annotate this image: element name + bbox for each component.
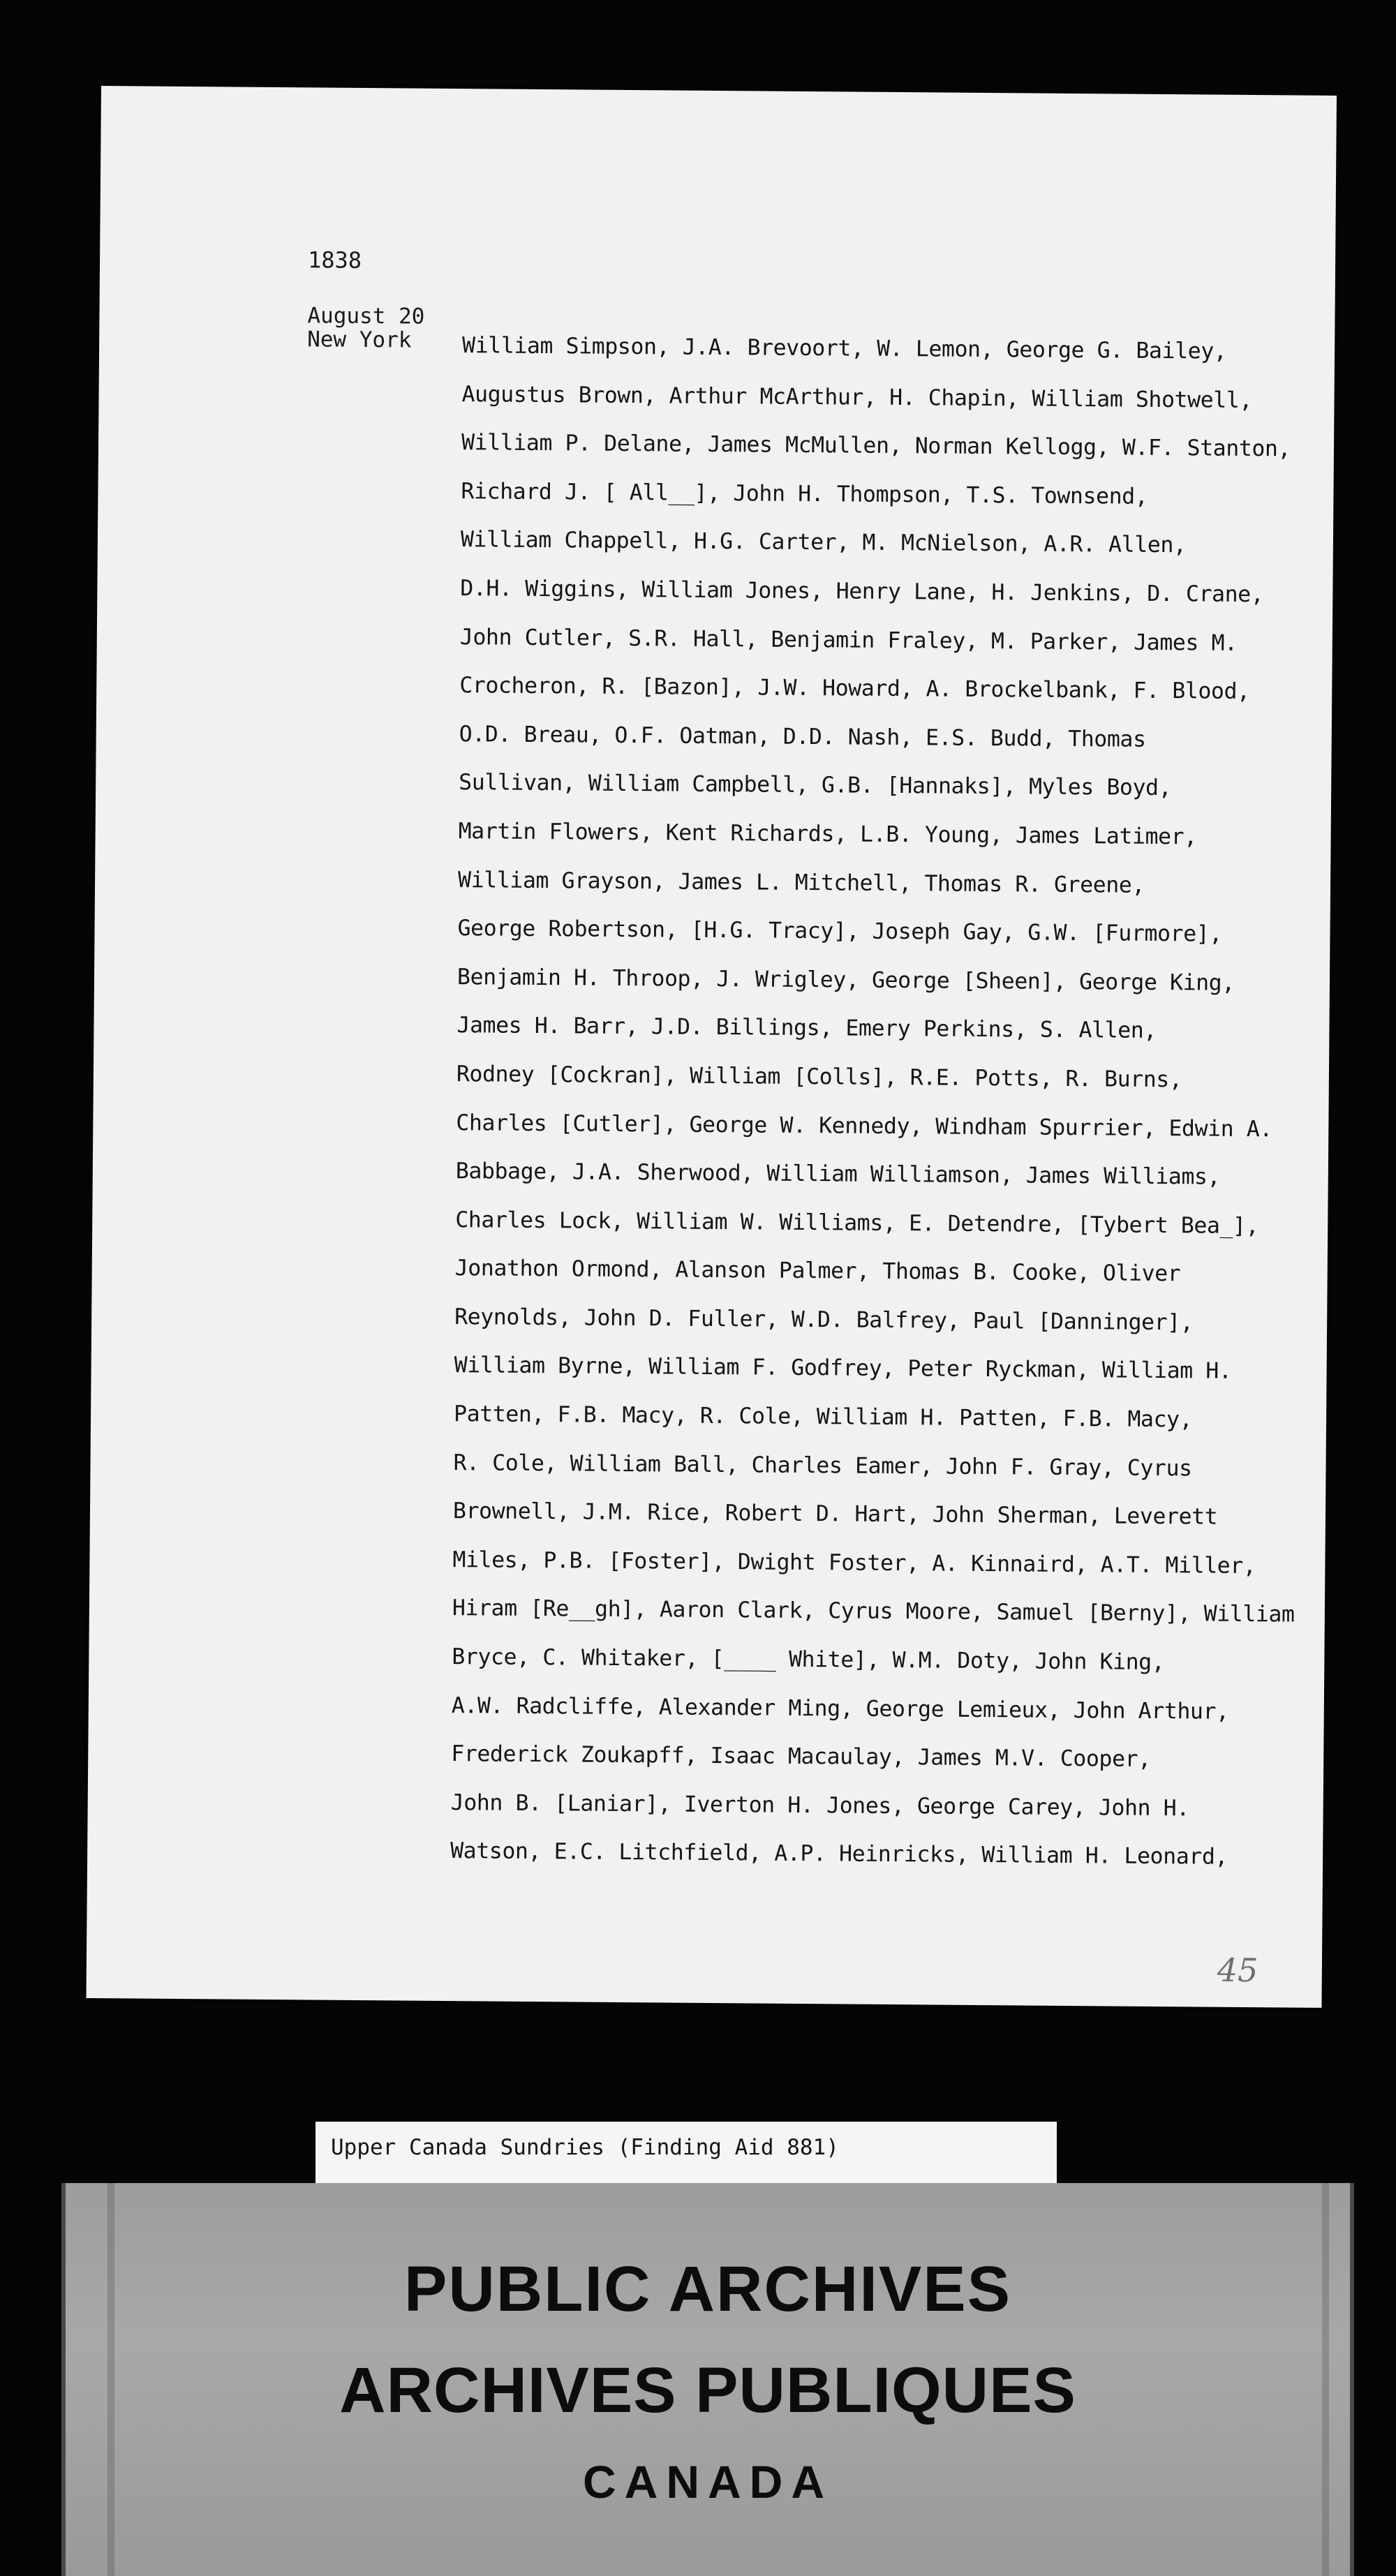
names-line: Charles [Cutler], George W. Kennedy, Windham Spurrier, Edwin A. — [456, 1110, 1273, 1142]
names-line: Patten, F.B. Macy, R. Cole, William H. Patten, F.B. Macy, — [453, 1401, 1193, 1433]
names-line: John Cutler, S.R. Hall, Benjamin Fraley, M. Parker, James M. — [459, 624, 1238, 656]
names-line: Babbage, J.A. Sherwood, William Williamson, James Williams, — [455, 1159, 1221, 1190]
names-line: George Robertson, [H.G. Tracy], Joseph Gay, G.W. [Furmore], — [457, 916, 1222, 947]
finding-aid-label: Upper Canada Sundries (Finding Aid 881) — [315, 2122, 1057, 2183]
names-line: William Byrne, William F. Godfrey, Peter Ryckman, William H. — [454, 1353, 1232, 1385]
names-line: Jonathon Ormond, Alanson Palmer, Thomas B. Cooke, Oliver — [454, 1256, 1181, 1287]
names-line: O.D. Breau, O.F. Oatman, D.D. Nash, E.S. Budd, Thomas — [459, 721, 1146, 752]
document-year: 1838 — [307, 246, 362, 274]
names-line: James H. Barr, J.D. Billings, Emery Perkins, S. Allen, — [456, 1013, 1157, 1044]
names-line: R. Cole, William Ball, Charles Eamer, John F. Gray, Cyrus — [453, 1450, 1192, 1482]
names-line: Benjamin H. Throop, J. Wrigley, George [Sheen], George King, — [456, 964, 1235, 996]
names-list — [450, 332, 1335, 1893]
names-line: Reynolds, John D. Fuller, W.D. Balfrey, Paul [Danninger], — [454, 1304, 1194, 1336]
document-page — [87, 86, 1337, 2008]
names-line: Crocheron, R. [Bazon], J.W. Howard, A. Brockelbank, F. Blood, — [459, 673, 1250, 705]
names-line: D.H. Wiggins, William Jones, Henry Lane, H. Jenkins, D. Crane, — [460, 576, 1264, 608]
names-line: Rodney [Cockran], William [Colls], R.E. Potts, R. Burns, — [456, 1061, 1182, 1093]
stamp-line-public-archives: PUBLIC ARCHIVES — [404, 2254, 1011, 2325]
page-number: 45 — [1217, 1951, 1258, 1990]
names-line: William Chappell, H.G. Carter, M. McNielson, A.R. Allen, — [460, 527, 1187, 558]
names-line: Augustus Brown, Arthur McArthur, H. Chapin, William Shotwell, — [461, 381, 1253, 413]
document-date: August 20 — [307, 303, 425, 329]
document-date-place — [307, 304, 425, 352]
archives-stamp — [61, 2183, 1354, 2576]
names-line: Charles Lock, William W. Williams, E. Detendre, [Tybert Bea_], — [455, 1207, 1259, 1239]
names-line: Bryce, C. Whitaker, [____ White], W.M. Doty, John King, — [452, 1644, 1165, 1676]
names-line: Miles, P.B. [Foster], Dwight Foster, A. Kinnaird, A.T. Miller, — [452, 1547, 1256, 1579]
names-line: Hiram [Re__gh], Aaron Clark, Cyrus Moore, Samuel [Berny], William — [452, 1595, 1295, 1628]
names-line: Brownell, J.M. Rice, Robert D. Hart, John Sherman, Leverett — [452, 1498, 1218, 1530]
document-place: New York — [307, 327, 412, 353]
names-line: William Grayson, James L. Mitchell, Thomas R. Greene, — [457, 867, 1145, 898]
names-line: John B. [Laniar], Iverton H. Jones, George Carey, John H. — [450, 1789, 1190, 1822]
names-line: Watson, E.C. Litchfield, A.P. Heinricks, William H. Leonard, — [450, 1838, 1228, 1870]
stamp-line-canada: CANADA — [583, 2456, 833, 2508]
names-line: Sullivan, William Campbell, G.B. [Hannaks], Myles Boyd, — [459, 770, 1172, 801]
names-line: Richard J. [ All__], John H. Thompson, T.S. Townsend, — [461, 478, 1148, 509]
names-line: William Simpson, J.A. Brevoort, W. Lemon, George G. Bailey, — [461, 333, 1227, 364]
names-line: A.W. Radcliffe, Alexander Ming, George Lemieux, John Arthur, — [451, 1692, 1229, 1725]
stamp-line-archives-publiques: ARCHIVES PUBLIQUES — [339, 2355, 1076, 2426]
names-line: Frederick Zoukapff, Isaac Macaulay, James M.V. Cooper, — [451, 1741, 1151, 1773]
names-line: Martin Flowers, Kent Richards, L.B. Young, James Latimer, — [458, 819, 1197, 850]
names-line: William P. Delane, James McMullen, Norman Kellogg, W.F. Stanton, — [461, 430, 1291, 462]
